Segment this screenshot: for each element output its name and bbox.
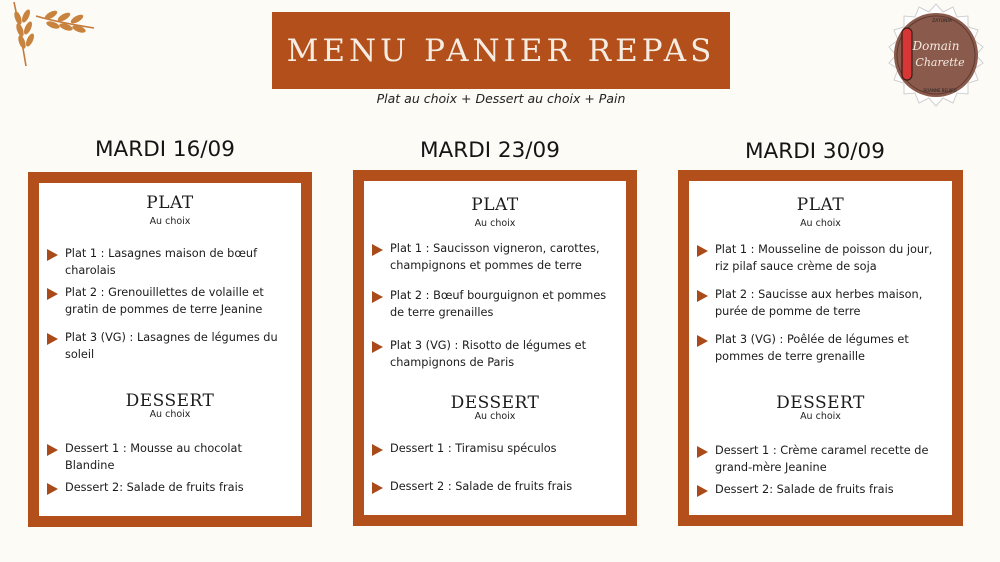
arrow-icon bbox=[47, 444, 58, 456]
logo-bottom-text: ROANNE BEUJEU bbox=[923, 88, 957, 93]
column-title-3: MARDI 30/09 bbox=[745, 139, 885, 164]
dessert-subheading: Au choix bbox=[149, 409, 191, 420]
menu-item: Plat 3 (VG) : Lasagnes de légumes du soleil bbox=[47, 330, 291, 363]
menu-item: Dessert 2: Salade de fruits frais bbox=[47, 480, 291, 497]
logo-name-1: Domain bbox=[912, 39, 960, 53]
menu-item: Plat 1 : Saucisson vigneron, carottes, champignons et pommes de terre bbox=[372, 241, 616, 274]
menu-item: Dessert 2 : Salade de fruits frais bbox=[372, 479, 616, 496]
plat-heading: PLAT bbox=[471, 195, 519, 215]
plat-subheading: Au choix bbox=[800, 218, 841, 229]
arrow-icon bbox=[697, 245, 708, 257]
menu-item: Plat 2 : Grenouillettes de volaille et gratin de pommes de terre Jeanine bbox=[47, 285, 291, 318]
dessert-subheading: Au choix bbox=[800, 411, 841, 422]
dessert-heading: DESSERT bbox=[776, 393, 865, 413]
menu-item: Plat 1 : Mousseline de poisson du jour, riz pilaf sauce crème de soja bbox=[697, 242, 942, 275]
menu-item: Dessert 2: Salade de fruits frais bbox=[697, 482, 942, 499]
menu-item: Plat 3 (VG) : Risotto de légumes et champignons de Paris bbox=[372, 338, 616, 371]
logo-top-text: ZATONIA bbox=[932, 19, 952, 24]
arrow-icon bbox=[372, 444, 383, 456]
title-banner bbox=[272, 12, 730, 89]
dessert-heading: DESSERT bbox=[450, 393, 540, 413]
domain-logo bbox=[880, 2, 992, 114]
menu-item: Dessert 1 : Crème caramel recette de grand-mère Jeanine bbox=[697, 443, 942, 476]
arrow-icon bbox=[47, 249, 58, 261]
arrow-icon bbox=[697, 290, 708, 302]
menu-item: Plat 2 : Bœuf bourguignon et pommes de terre grenailles bbox=[372, 288, 616, 321]
menu-item: Plat 3 (VG) : Poêlée de légumes et pommes de terre grenaille bbox=[697, 332, 942, 365]
menu-item: Plat 1 : Lasagnes maison de bœuf charolais bbox=[47, 246, 291, 279]
page-subtitle: Plat au choix + Dessert au choix + Pain bbox=[376, 91, 626, 106]
menu-card-3 bbox=[678, 170, 963, 526]
page-title: MENU PANIER REPAS bbox=[286, 32, 716, 69]
plat-heading: PLAT bbox=[146, 193, 194, 213]
arrow-icon bbox=[372, 291, 383, 303]
column-title-2: MARDI 23/09 bbox=[420, 138, 560, 163]
plat-heading: PLAT bbox=[796, 195, 845, 215]
dessert-heading: DESSERT bbox=[125, 391, 215, 411]
arrow-icon bbox=[697, 335, 708, 347]
plat-subheading: Au choix bbox=[474, 218, 516, 229]
arrow-icon bbox=[47, 288, 58, 300]
logo-name-2: Charette bbox=[915, 56, 965, 69]
dessert-subheading: Au choix bbox=[474, 411, 516, 422]
plat-subheading: Au choix bbox=[149, 216, 191, 227]
arrow-icon bbox=[47, 333, 58, 345]
menu-item: Dessert 1 : Tiramisu spéculos bbox=[372, 441, 616, 458]
menu-item: Dessert 1 : Mousse au chocolat Blandine bbox=[47, 441, 291, 474]
arrow-icon bbox=[47, 483, 58, 495]
column-title-1: MARDI 16/09 bbox=[95, 137, 235, 162]
arrow-icon bbox=[372, 482, 383, 494]
menu-card-2 bbox=[353, 170, 637, 526]
menu-item: Plat 2 : Saucisse aux herbes maison, purée de pomme de terre bbox=[697, 287, 942, 320]
wheat-icon bbox=[6, 0, 98, 70]
arrow-icon bbox=[372, 244, 383, 256]
arrow-icon bbox=[697, 446, 708, 458]
arrow-icon bbox=[697, 485, 708, 497]
arrow-icon bbox=[372, 341, 383, 353]
menu-card-1 bbox=[28, 172, 312, 527]
